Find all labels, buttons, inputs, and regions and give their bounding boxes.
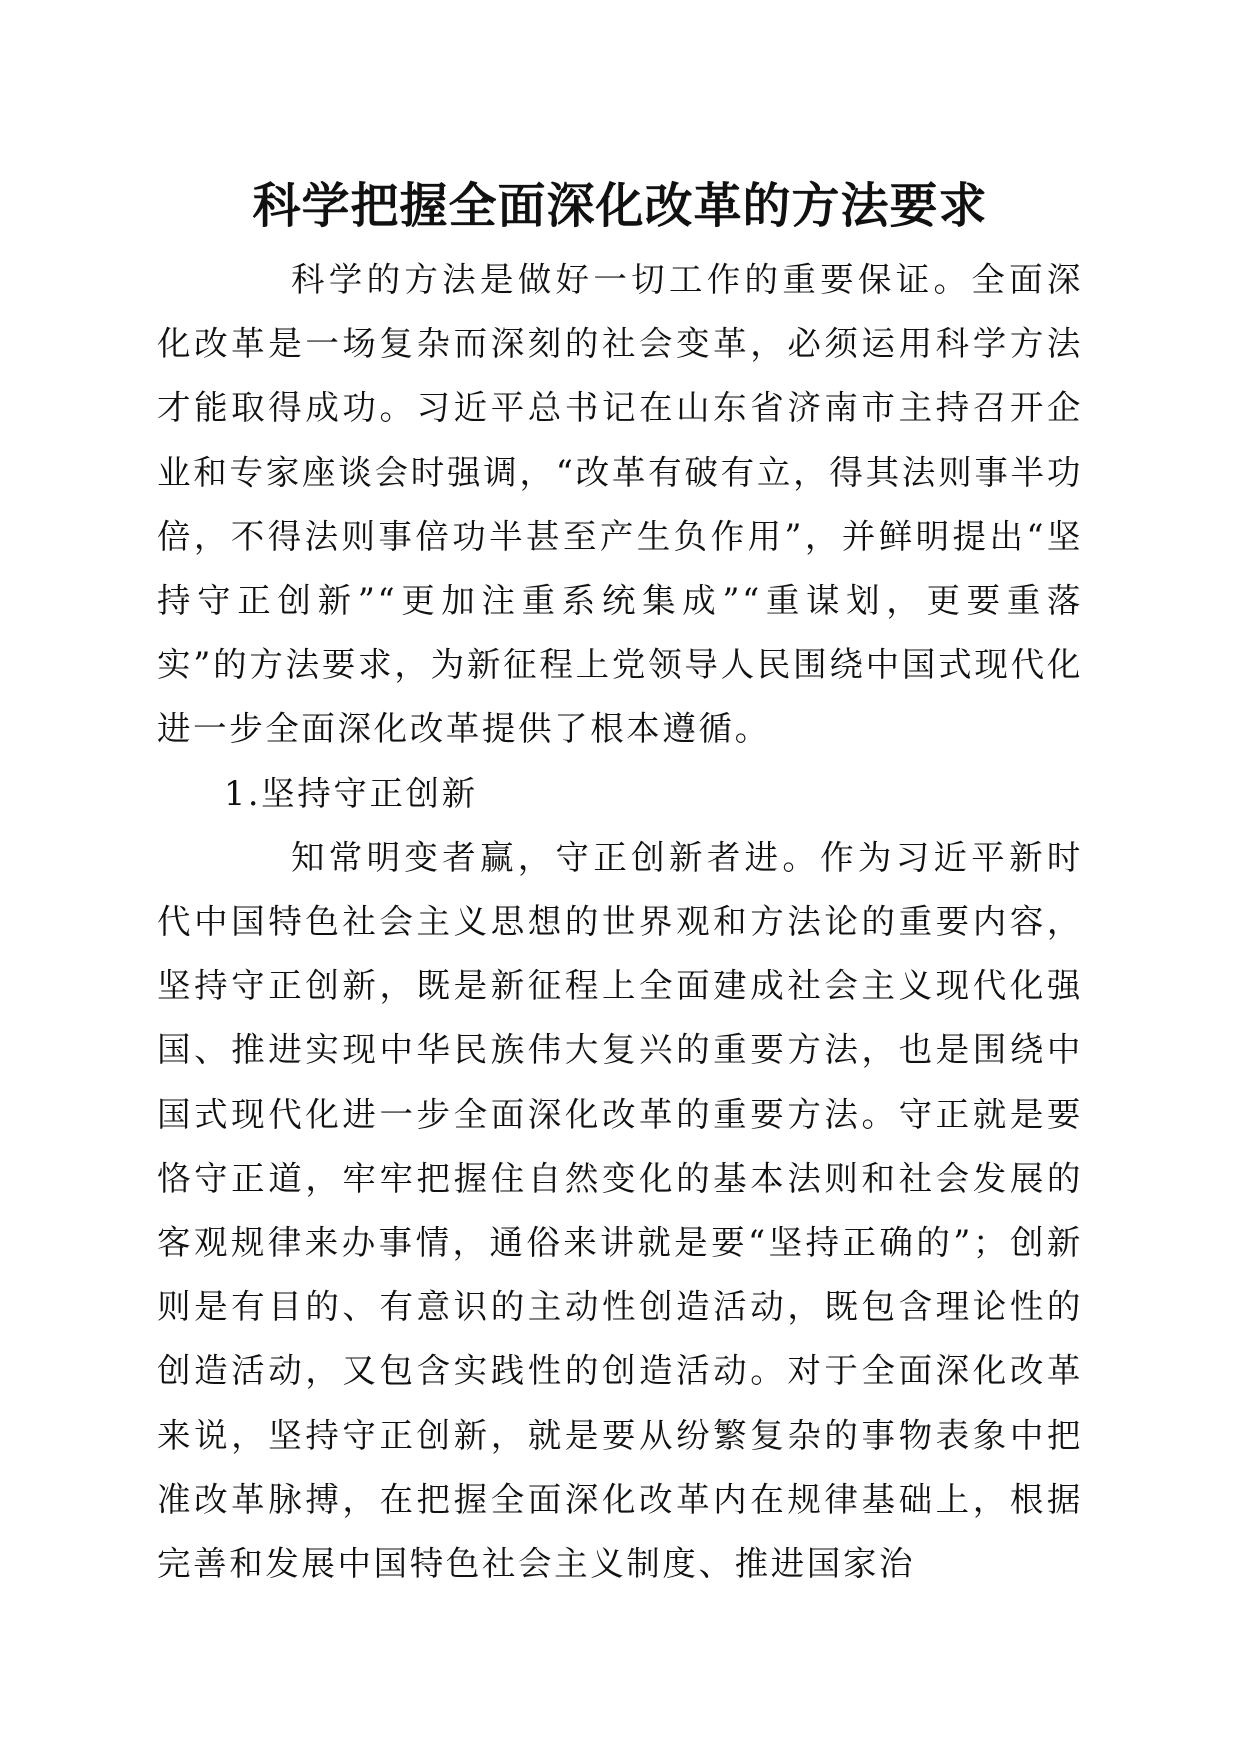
section-heading-1: 1.坚持守正创新 (224, 773, 478, 813)
document-body (157, 248, 1083, 1596)
intro-paragraph: 科学的方法是做好一切工作的重要保证。全面深化改革是一场复杂而深刻的社会变革，必须运用科学方法才能取得成功。习近平总书记在山东省济南市主持召开企业和专家座谈会时强调，“改革有破有立，得其法则事半功倍，不得法则事倍功半甚至产生负作用”，并鲜明提出“坚持守正创新”“更加注重系统集成”“重谋划，更要重落实”的方法要求，为新征程上党领导人民围绕中国式现代化进一步全面深化改革提供了根本遵循。 (157, 260, 1083, 749)
section-1-paragraph: 知常明变者赢，守正创新者进。作为习近平新时代中国特色社会主义思想的世界观和方法论的重要内容，坚持守正创新，既是新征程上全面建成社会主义现代化强国、推进实现中华民族伟大复兴的重要方法，也是围绕中国式现代化进一步全面深化改革的重要方法。守正就是要恪守正道，牢牢把握住自然变化的基本法则和社会发展的客观规律来办事情，通俗来讲就是要“坚持正确的”；创新则是有目的、有意识的主动性创造活动，既包含理论性的创造活动，又包含实践性的创造活动。对于全面深化改革来说，坚持守正创新，就是要从纷繁复杂的事物表象中把准改革脉搏，在把握全面深化改革内在规律基础上，根据完善和发展中国特色社会主义制度、推进国家治 (157, 837, 1083, 1584)
document-title: 科学把握全面深化改革的方法要求 (252, 178, 988, 234)
